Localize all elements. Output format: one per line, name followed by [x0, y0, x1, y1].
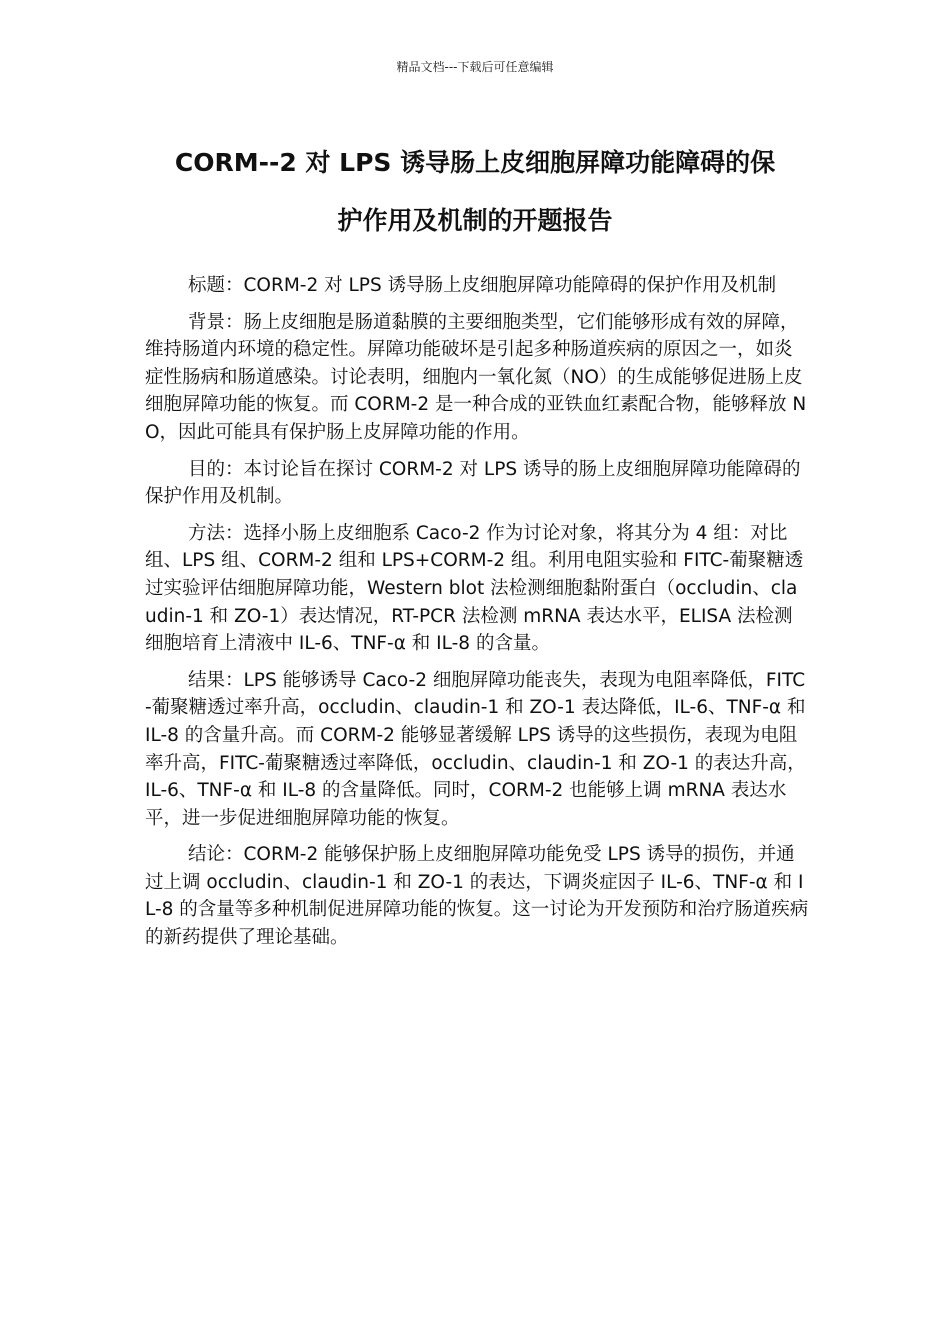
paragraph-background: 背景：肠上皮细胞是肠道黏膜的主要细胞类型，它们能够形成有效的屏障，维持肠道内环境的稳定性。屏障功能破坏是引起多种肠道疾病的原因之一，如炎症性肠病和肠道感染。讨论表明，细胞内一氧化氮（NO）的生成能够促进肠上皮细胞屏障功能的恢复。而 CORM-2 是一种合成的亚铁血红素配合物，能够释放 NO，因此可能具有保护肠上皮屏障功能的作用。	[145, 311, 807, 443]
title-line-2: 护作用及机制的开题报告	[337, 206, 613, 235]
page-header: 精品文档---下载后可任意编辑	[396, 60, 554, 74]
paragraph-methods: 方法：选择小肠上皮细胞系 Caco-2 作为讨论对象，将其分为 4 组：对比组、LPS 组、CORM-2 组和 LPS+CORM-2 组。利用电阻实验和 FITC-葡聚糖透过实验评估细胞屏障功能，Western blot 法检测细胞黏附蛋白（occludin、claudin-1 和 ZO-1）表达情况，RT-PCR 法检测 mRNA 表达水平，ELISA 法检测细胞培育上清液中 IL-6、TNF-α 和 IL-8 的含量。	[145, 522, 804, 655]
document-body	[145, 272, 809, 961]
paragraph-conclusion: 结论：CORM-2 能够保护肠上皮细胞屏障功能免受 LPS 诱导的损伤，并通过上调 occludin、claudin-1 和 ZO-1 的表达，下调炎症因子 IL-6、TNF-α 和 IL-8 的含量等多种机制促进屏障功能的恢复。这一讨论为开发预防和治疗肠道疾病的新药提供了理论基础。	[145, 844, 809, 949]
title-line-1: CORM--2 对 LPS 诱导肠上皮细胞屏障功能障碍的保	[174, 148, 776, 177]
paragraph-results: 结果：LPS 能够诱导 Caco-2 细胞屏障功能丧失，表现为电阻率降低，FITC-葡聚糖透过率升高，occludin、claudin-1 和 ZO-1 表达降低，IL-6、TNF-α 和 IL-8 的含量升高。而 CORM-2 能够显著缓解 LPS 诱导的这些损伤，表现为电阻率升高，FITC-葡聚糖透过率降低，occludin、claudin-1 和 ZO-1 的表达升高，IL-6、TNF-α 和 IL-8 的含量降低。同时，CORM-2 也能够上调 mRNA 表达水平，进一步促进细胞屏障功能的恢复。	[145, 669, 806, 829]
document-title	[135, 134, 815, 250]
paragraph-purpose: 目的：本讨论旨在探讨 CORM-2 对 LPS 诱导的肠上皮细胞屏障功能障碍的保护作用及机制。	[145, 458, 801, 508]
paragraph-title: 标题：CORM-2 对 LPS 诱导肠上皮细胞屏障功能障碍的保护作用及机制	[188, 275, 777, 296]
